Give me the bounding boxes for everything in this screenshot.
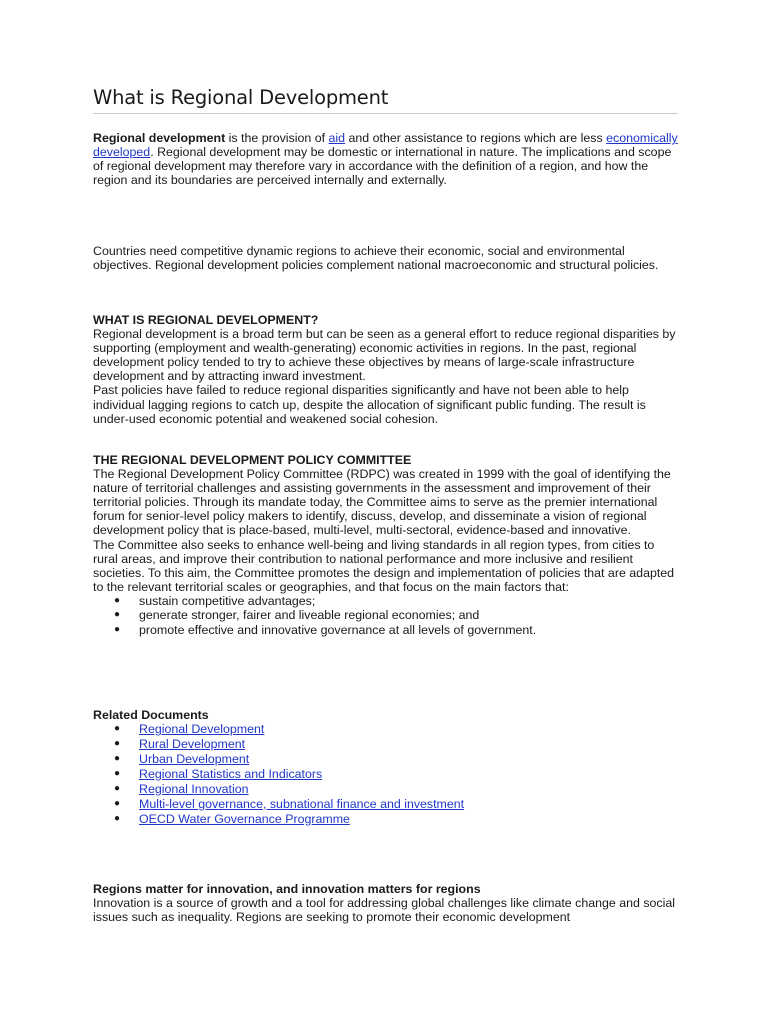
section-what-is xyxy=(93,313,678,426)
list-item xyxy=(93,752,678,767)
list-item xyxy=(93,812,678,827)
bullet: ● xyxy=(114,723,121,735)
bullet: ● xyxy=(114,767,121,779)
link-regional-innovation[interactable]: Regional Innovation xyxy=(139,781,249,796)
list-item: ● generate stronger, fairer and liveable regional economies; and xyxy=(114,608,480,623)
section-what-p1: Regional development is a broad term but can be seen as a general effort to reduce regional disparities by supporting (employment and wealth-generating) economic activities in regions. In the past, regional development policy tended to try to achieve these objectives by means of large-scale infrastructure development and by attracting inward investment. xyxy=(93,327,676,384)
factors-list xyxy=(93,594,678,637)
intro-paragraph xyxy=(93,131,678,187)
link-regional-statistics[interactable]: Regional Statistics and Indicators xyxy=(139,766,323,781)
intro-text-3: . Regional development may be domestic or international in nature. The implications and scope of regional development may therefore vary in accordance with the definition of a region, and how the region and its boundaries are perceived internally and externally. xyxy=(93,145,672,188)
link-oecd-water-governance[interactable]: OECD Water Governance Programme xyxy=(139,811,350,826)
link-multi-level-governance[interactable]: Multi-level governance, subnational finance and investment xyxy=(139,796,465,811)
related-documents xyxy=(93,708,678,826)
link-regional-development[interactable]: Regional Development xyxy=(139,722,265,737)
section-committee-heading: THE REGIONAL DEVELOPMENT POLICY COMMITTEE xyxy=(93,453,412,467)
link-economically-developed[interactable]: economically developed xyxy=(93,131,678,160)
section-what-heading: WHAT IS REGIONAL DEVELOPMENT? xyxy=(93,313,319,327)
section-committee-p2: The Committee also seeks to enhance well-being and living standards in all region types, from cities to rural areas, and improve their contribution to national performance and more inclusive and resilient societies. To this aim, the Committee promotes the design and implementation of policies that are adapted to the relevant territorial scales or geographies, and that focus on the main factors that: xyxy=(93,537,675,594)
bullet: ● xyxy=(114,752,121,764)
bullet: ● xyxy=(114,594,121,606)
intro-term: Regional development xyxy=(93,131,226,145)
link-aid[interactable]: aid xyxy=(328,131,346,145)
section-what-p2: Past policies have failed to reduce regional disparities significantly and have not been able to help individual lagging regions to catch up, despite the allocation of significant public funding. The result is under-used economic potential and weakened social cohesion. xyxy=(93,383,646,426)
bullet: ● xyxy=(114,782,121,794)
related-links-list xyxy=(93,722,678,826)
section-committee xyxy=(93,453,678,637)
bullet: ● xyxy=(114,623,121,635)
link-rural-development[interactable]: Rural Development xyxy=(139,737,246,751)
link-urban-development[interactable]: Urban Development xyxy=(139,751,250,766)
intro-text-2: and other assistance to regions which are less xyxy=(345,131,607,145)
section-innovation-p1: Innovation is a source of growth and a tool for addressing global challenges like climate change and social issues such as inequality. Regions are seeking to promote their economic development xyxy=(93,896,676,925)
bullet: ● xyxy=(114,738,121,749)
list-item xyxy=(93,722,678,737)
list-item xyxy=(93,797,678,812)
list-item xyxy=(93,767,678,782)
bullet: ● xyxy=(114,812,121,824)
related-heading: Related Documents xyxy=(93,708,209,722)
intro-text-1: is the provision of xyxy=(225,131,329,145)
section-innovation xyxy=(93,882,678,924)
list-item: ● promote effective and innovative governance at all levels of government. xyxy=(114,622,537,637)
bullet: ● xyxy=(114,797,121,809)
list-item: ● sustain competitive advantages; xyxy=(114,593,316,608)
page-title: What is Regional Development xyxy=(93,86,678,114)
section-innovation-heading: Regions matter for innovation, and innovation matters for regions xyxy=(93,882,481,896)
countries-paragraph: Countries need competitive dynamic regions to achieve their economic, social and environmental objectives. Regional development policies complement national macroeconomic and structural policies. xyxy=(93,244,659,273)
list-item xyxy=(93,782,678,797)
section-committee-p1: The Regional Development Policy Committee (RDPC) was created in 1999 with the goal of identifying the nature of territorial challenges and assisting governments in the assessment and improvement of their territorial policies. Through its mandate today, the Committee aims to serve as the premier international forum for senior-level policy makers to identify, discuss, develop, and disseminate a vision of regional development policy that is place-based, multi-level, multi-sectoral, evidence-based and innovative. xyxy=(93,467,671,538)
list-item xyxy=(93,737,678,752)
bullet: ● xyxy=(114,609,121,621)
